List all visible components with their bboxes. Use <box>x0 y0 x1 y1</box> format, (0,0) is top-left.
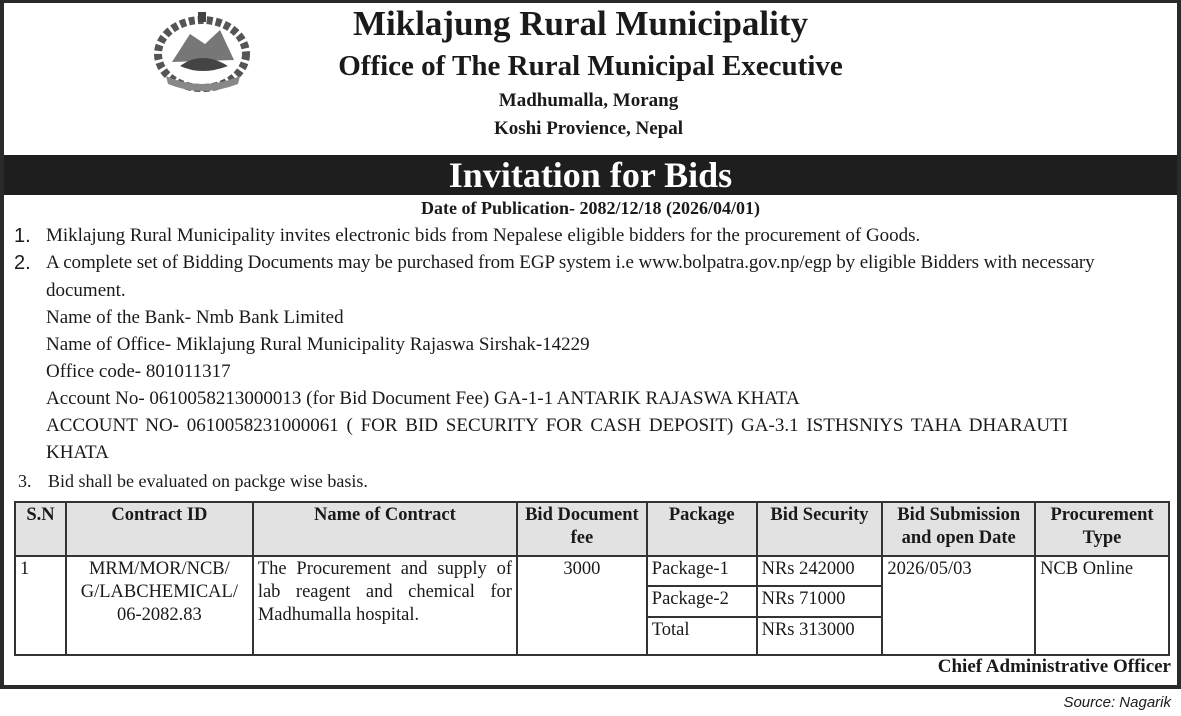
address-line-2: Koshi Provience, Nepal <box>493 118 684 139</box>
office-code: Office code- 801011317 <box>46 361 231 382</box>
notice-title: Invitation for Bids <box>4 155 1177 195</box>
item-text: A complete set of Bidding Documents may be purchased from EGP system i.e www.bolpatra.gov.np/egp by eligible Bidders with necessary <box>46 252 1095 273</box>
table-header-row <box>15 502 1169 556</box>
cell-package: Package-1 <box>647 556 757 586</box>
cell-package: Total <box>647 617 757 655</box>
account-2-cont: KHATA <box>46 442 109 463</box>
cell-name: The Procurement and supply of lab reagent and chemical for Madhumalla hospital. <box>253 556 517 655</box>
signatory: Chief Administrative Officer <box>937 656 1171 677</box>
office-name-line: Name of Office- Miklajung Rural Municipality Rajaswa Sirshak-14229 <box>46 334 590 355</box>
item-text: Bid shall be evaluated on packge wise basis. <box>48 471 368 491</box>
cell-date: 2026/05/03 <box>882 556 1035 655</box>
account-1: Account No- 0610058213000013 (for Bid Document Fee) GA-1-1 ANTARIK RAJASWA KHATA <box>46 388 800 409</box>
publication-date: Date of Publication- 2082/12/18 (2026/04/01) <box>421 198 760 218</box>
header-security: Bid Security <box>757 502 883 556</box>
header-type: Procurement Type <box>1035 502 1169 556</box>
office-name: Office of The Rural Municipal Executive <box>338 50 843 82</box>
cell-package: Package-2 <box>647 586 757 617</box>
account-2: ACCOUNT NO- 0610058231000061 ( FOR BID SECURITY FOR CASH DEPOSIT) GA-3.1 ISTHSNIYS TAHA DHARAUTI <box>46 415 1069 436</box>
bid-table <box>14 501 1170 656</box>
cell-type: NCB Online <box>1035 556 1169 655</box>
item-text-cont: document. <box>46 280 126 301</box>
cell-security: NRs 313000 <box>757 617 883 655</box>
header-name: Name of Contract <box>253 502 517 556</box>
address-line-1: Madhumalla, Morang <box>498 90 679 111</box>
cell-contract-id: MRM/MOR/NCB/ G/LABCHEMICAL/ 06-2082.83 <box>66 556 253 655</box>
cell-fee: 3000 <box>517 556 647 655</box>
header-sn: S.N <box>15 502 66 556</box>
item-text: Miklajung Rural Municipality invites electronic bids from Nepalese eligible bidders for the procurement of Goods. <box>46 225 921 246</box>
item-number: 3. <box>18 471 32 491</box>
item-number: 2. <box>14 252 31 274</box>
header-contract-id: Contract ID <box>66 502 253 556</box>
cell-sn: 1 <box>15 556 66 655</box>
org-name: Miklajung Rural Municipality <box>352 4 809 43</box>
header-date: Bid Submission and open Date <box>882 502 1035 556</box>
cell-security: NRs 242000 <box>757 556 883 586</box>
cell-security: NRs 71000 <box>757 586 883 617</box>
header-fee: Bid Document fee <box>517 502 647 556</box>
bank-name: Name of the Bank- Nmb Bank Limited <box>46 307 344 328</box>
header-package: Package <box>647 502 757 556</box>
source-credit: Source: Nagarik <box>1063 694 1171 711</box>
table-row <box>15 556 1169 586</box>
item-number: 1. <box>14 225 31 247</box>
